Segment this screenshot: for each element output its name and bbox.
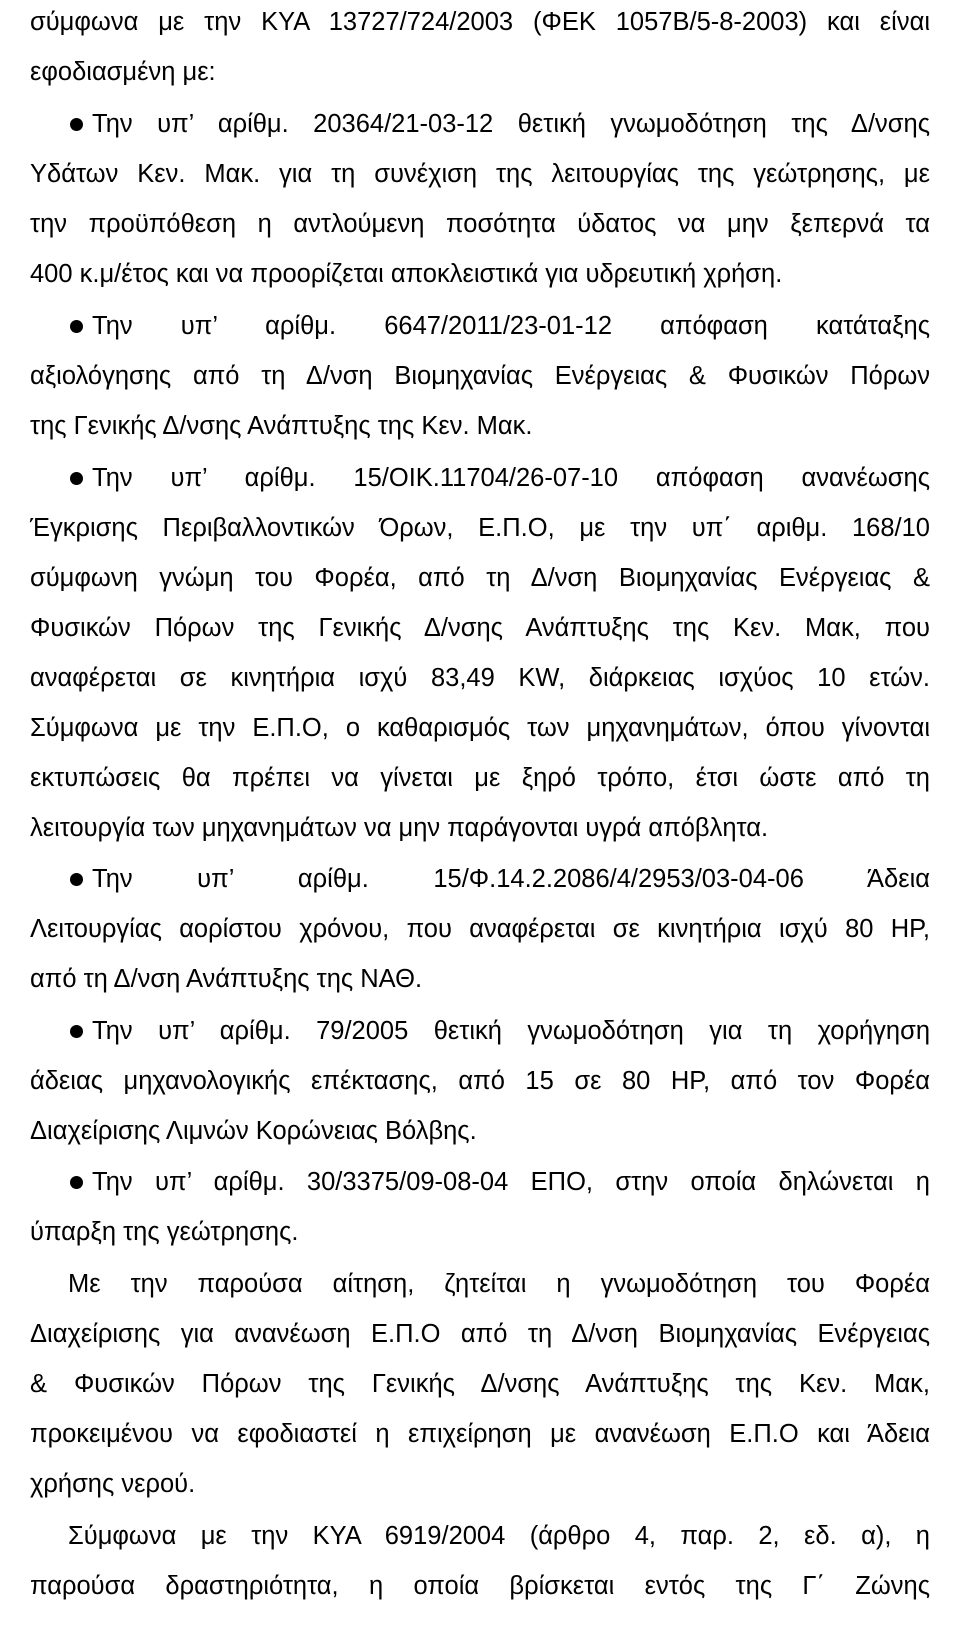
text-line: λειτουργία των μηχανημάτων να μην παράγονται υγρά απόβλητα. bbox=[30, 814, 769, 842]
list-item-text: Την υπ’ αρίθμ. 20364/21-03-12 θετική γνωμοδότηση της Δ/νσης bbox=[92, 110, 930, 138]
list-item-text: Την υπ’ αρίθμ. 79/2005 θετική γνωμοδότηση για τη χορήγηση bbox=[92, 1017, 930, 1045]
text-line: εφοδιασμένη με: bbox=[30, 58, 216, 86]
paragraph-first-line: Σύμφωνα με την ΚΥΑ 6919/2004 (άρθρο 4, παρ. 2, εδ. α), η bbox=[68, 1522, 930, 1550]
text-line: σύμφωνα με την ΚΥΑ 13727/724/2003 (ΦΕΚ 1057Β/5-8-2003) και είναι bbox=[30, 8, 930, 36]
text-line: Διαχείρισης για ανανέωση Ε.Π.Ο από τη Δ/νση Βιομηχανίας Ενέργειας bbox=[30, 1320, 930, 1348]
text-line: της Γενικής Δ/νσης Ανάπτυξης της Κεν. Μακ. bbox=[30, 412, 533, 440]
text-line: αναφέρεται σε κινητήρια ισχύ 83,49 KW, διάρκειας ισχύος 10 ετών. bbox=[30, 664, 930, 692]
text-line: την προϋπόθεση η αντλούμενη ποσότητα ύδατος να μην ξεπερνά τα bbox=[30, 210, 930, 238]
text-line: Διαχείρισης Λιμνών Κορώνειας Βόλβης. bbox=[30, 1117, 477, 1145]
list-item-text: Την υπ’ αρίθμ. 15/ΟΙΚ.11704/26-07-10 απόφαση ανανέωσης bbox=[92, 464, 930, 492]
text-line: αξιολόγησης από τη Δ/νση Βιομηχανίας Ενέργειας & Φυσικών Πόρων bbox=[30, 362, 930, 390]
text-line: 400 κ.μ/έτος και να προορίζεται αποκλειστικά για υδρευτική χρήση. bbox=[30, 260, 783, 288]
paragraph-first-line: Με την παρούσα αίτηση, ζητείται η γνωμοδότηση του Φορέα bbox=[68, 1270, 930, 1298]
text-line: παρούσα δραστηριότητα, η οποία βρίσκεται εντός της Γ΄ Ζώνης bbox=[30, 1572, 930, 1600]
text-line: άδειας μηχανολογικής επέκτασης, από 15 σε 80 HP, από τον Φορέα bbox=[30, 1067, 930, 1095]
text-line: Λειτουργίας αορίστου χρόνου, που αναφέρεται σε κινητήρια ισχύ 80 HP, bbox=[30, 915, 930, 943]
text-line: εκτυπώσεις θα πρέπει να γίνεται με ξηρό τρόπο, έτσι ώστε από τη bbox=[30, 764, 930, 792]
text-line: ύπαρξη της γεώτρησης. bbox=[30, 1218, 299, 1246]
text-line: σύμφωνη γνώμη του Φορέα, από τη Δ/νση Βιομηχανίας Ενέργειας & bbox=[30, 564, 930, 592]
text-line: Φυσικών Πόρων της Γενικής Δ/νσης Ανάπτυξης της Κεν. Μακ, που bbox=[30, 614, 930, 642]
text-line: Έγκρισης Περιβαλλοντικών Όρων, Ε.Π.Ο, με την υπ΄ αριθμ. 168/10 bbox=[30, 514, 930, 542]
text-line: Υδάτων Κεν. Μακ. για τη συνέχιση της λειτουργίας της γεώτρησης, με bbox=[30, 160, 930, 188]
list-item-text: Την υπ’ αρίθμ. 15/Φ.14.2.2086/4/2953/03-04-06 Άδεια bbox=[92, 865, 930, 893]
text-line: από τη Δ/νση Ανάπτυξης της ΝΑΘ. bbox=[30, 965, 423, 993]
list-item-text: Την υπ’ αρίθμ. 6647/2011/23-01-12 απόφαση κατάταξης bbox=[92, 312, 930, 340]
text-line: προκειμένου να εφοδιαστεί η επιχείρηση με ανανέωση Ε.Π.Ο και Άδεια bbox=[30, 1420, 930, 1448]
text-line: & Φυσικών Πόρων της Γενικής Δ/νσης Ανάπτυξης της Κεν. Μακ, bbox=[30, 1370, 930, 1398]
text-line: Σύμφωνα με την Ε.Π.Ο, ο καθαρισμός των μηχανημάτων, όπου γίνονται bbox=[30, 714, 930, 742]
text-line: χρήσης νερού. bbox=[30, 1470, 196, 1498]
list-item-text: Την υπ’ αρίθμ. 30/3375/09-08-04 ΕΠΟ, στην οποία δηλώνεται η bbox=[92, 1168, 930, 1196]
